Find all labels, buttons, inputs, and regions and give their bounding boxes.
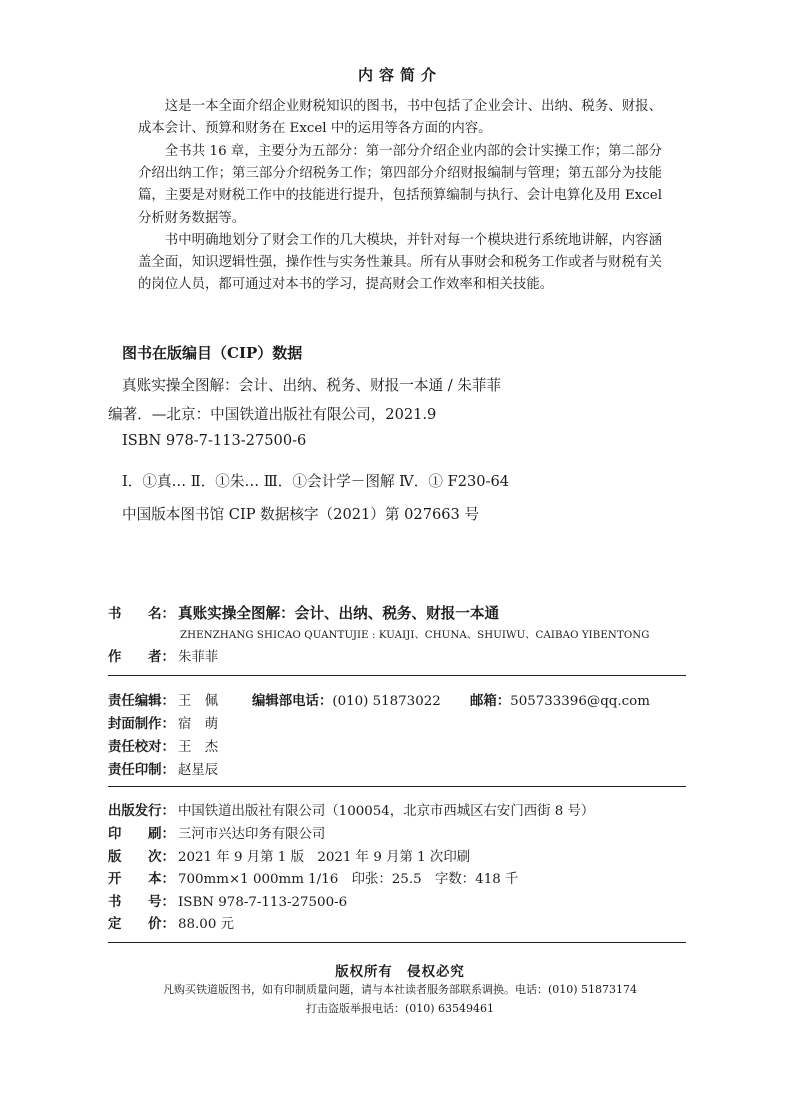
price: 88.00 元: [178, 917, 234, 932]
price-row: [108, 913, 234, 932]
cip-isbn: ISBN 978-7-113-27500-6: [122, 432, 307, 449]
author-label: 作 者：: [108, 649, 175, 665]
publisher: 中国铁道出版社有限公司（100054，北京市西城区右安门西街 8 号）: [178, 804, 595, 819]
edition-label: 版 次：: [108, 849, 175, 865]
cip-record: 中国版本图书馆 CIP 数据核字（2021）第 027663 号: [122, 506, 480, 523]
cip-heading: 图书在版编目（CIP）数据: [122, 344, 303, 362]
proofreader: 王 杰: [178, 740, 219, 755]
piracy-hotline: 打击盗版举报电话：(010) 63549461: [305, 1002, 495, 1015]
cip-classification: Ⅰ．①真… Ⅱ．①朱… Ⅲ．①会计学－图解 Ⅳ．① F230-64: [122, 473, 510, 490]
editor-label: 责任编辑：: [108, 693, 175, 709]
phone-label: 编辑部电话：: [252, 693, 333, 709]
copyright-notice: 版权所有 侵权必究: [335, 964, 465, 980]
price-label: 定 价：: [108, 916, 175, 932]
intro-paragraph: 全书共 16 章，主要分为五部分：第一部分介绍企业内部的会计实操工作；第二部分介绍出纳工作；第三部分介绍税务工作；第四部分介绍财报编制与管理；第五部分为技能篇，主要是对财税工作中的技能进行提升，包括预算编制与执行、会计电算化及用 Excel 分析财务数据等。: [138, 144, 662, 226]
email-row: [470, 690, 650, 709]
phone-row: [252, 690, 441, 709]
book-title-row: [108, 602, 499, 623]
isbn-label: 书 号：: [108, 894, 175, 910]
book-title-label: 书 名：: [108, 606, 175, 622]
book-title: 真账实操全图解：会计、出纳、税务、财报一本通: [178, 605, 500, 622]
isbn-row: [108, 891, 347, 910]
publisher-row: [108, 800, 594, 819]
author-row: [108, 646, 218, 665]
cover-row: [108, 713, 218, 732]
printer: 三河市兴达印务有限公司: [178, 827, 326, 842]
phone: (010) 51873022: [332, 694, 441, 709]
printer-row: [108, 823, 325, 842]
format: 700mm×1 000mm 1/16 印张：25.5 字数：418 千: [178, 872, 519, 887]
format-row: [108, 868, 518, 887]
editor: 王 佩: [178, 694, 219, 709]
print-supervisor-row: [108, 759, 218, 778]
format-label: 开 本：: [108, 871, 175, 887]
cip-line: 真账实操全图解：会计、出纳、税务、财报一本通 / 朱菲菲: [122, 377, 502, 394]
edition: 2021 年 9 月第 1 版 2021 年 9 月第 1 次印刷: [178, 850, 471, 865]
edition-row: [108, 846, 470, 865]
intro-title: 内容简介: [357, 66, 442, 84]
book-title-pinyin: ZHENZHANG SHICAO QUANTUJIE : KUAIJI、CHUNA、SHUIWU、CAIBAO YIBENTONG: [180, 630, 650, 641]
email: 505733396@qq.com: [510, 694, 650, 709]
email-label: 邮箱：: [470, 693, 511, 709]
isbn: ISBN 978-7-113-27500-6: [178, 895, 348, 910]
quality-notice: 凡购买铁道版图书，如有印制质量问题，请与本社读者服务部联系调换。电话：(010) 51873174: [162, 983, 638, 996]
divider: [108, 786, 686, 787]
cover-label: 封面制作：: [108, 716, 175, 732]
divider: [108, 675, 686, 676]
print-supervisor-label: 责任印制：: [108, 762, 175, 778]
proof-row: [108, 736, 218, 755]
intro-paragraph: 书中明确地划分了财会工作的几大模块，并针对每一个模块进行系统地讲解，内容涵盖全面，知识逻辑性强，操作性与实务性兼具。所有从事财会和税务工作或者与财税有关的岗位人员，都可通过对本书的学习，提高财会工作效率和相关技能。: [138, 233, 662, 293]
cover-designer: 宿 萌: [178, 717, 219, 732]
printer-label: 印 刷：: [108, 826, 175, 842]
publisher-label: 出版发行：: [108, 803, 175, 819]
cip-line: 编著．—北京：中国铁道出版社有限公司，2021.9: [108, 406, 437, 423]
proof-label: 责任校对：: [108, 739, 175, 755]
print-supervisor: 赵星辰: [178, 763, 219, 778]
editor-row: [108, 690, 218, 709]
divider: [108, 942, 686, 943]
author: 朱菲菲: [178, 650, 219, 665]
intro-paragraph: 这是一本全面介绍企业财税知识的图书，书中包括了企业会计、出纳、税务、财报、成本会计、预算和财务在 Excel 中的运用等各方面的内容。: [138, 99, 662, 137]
